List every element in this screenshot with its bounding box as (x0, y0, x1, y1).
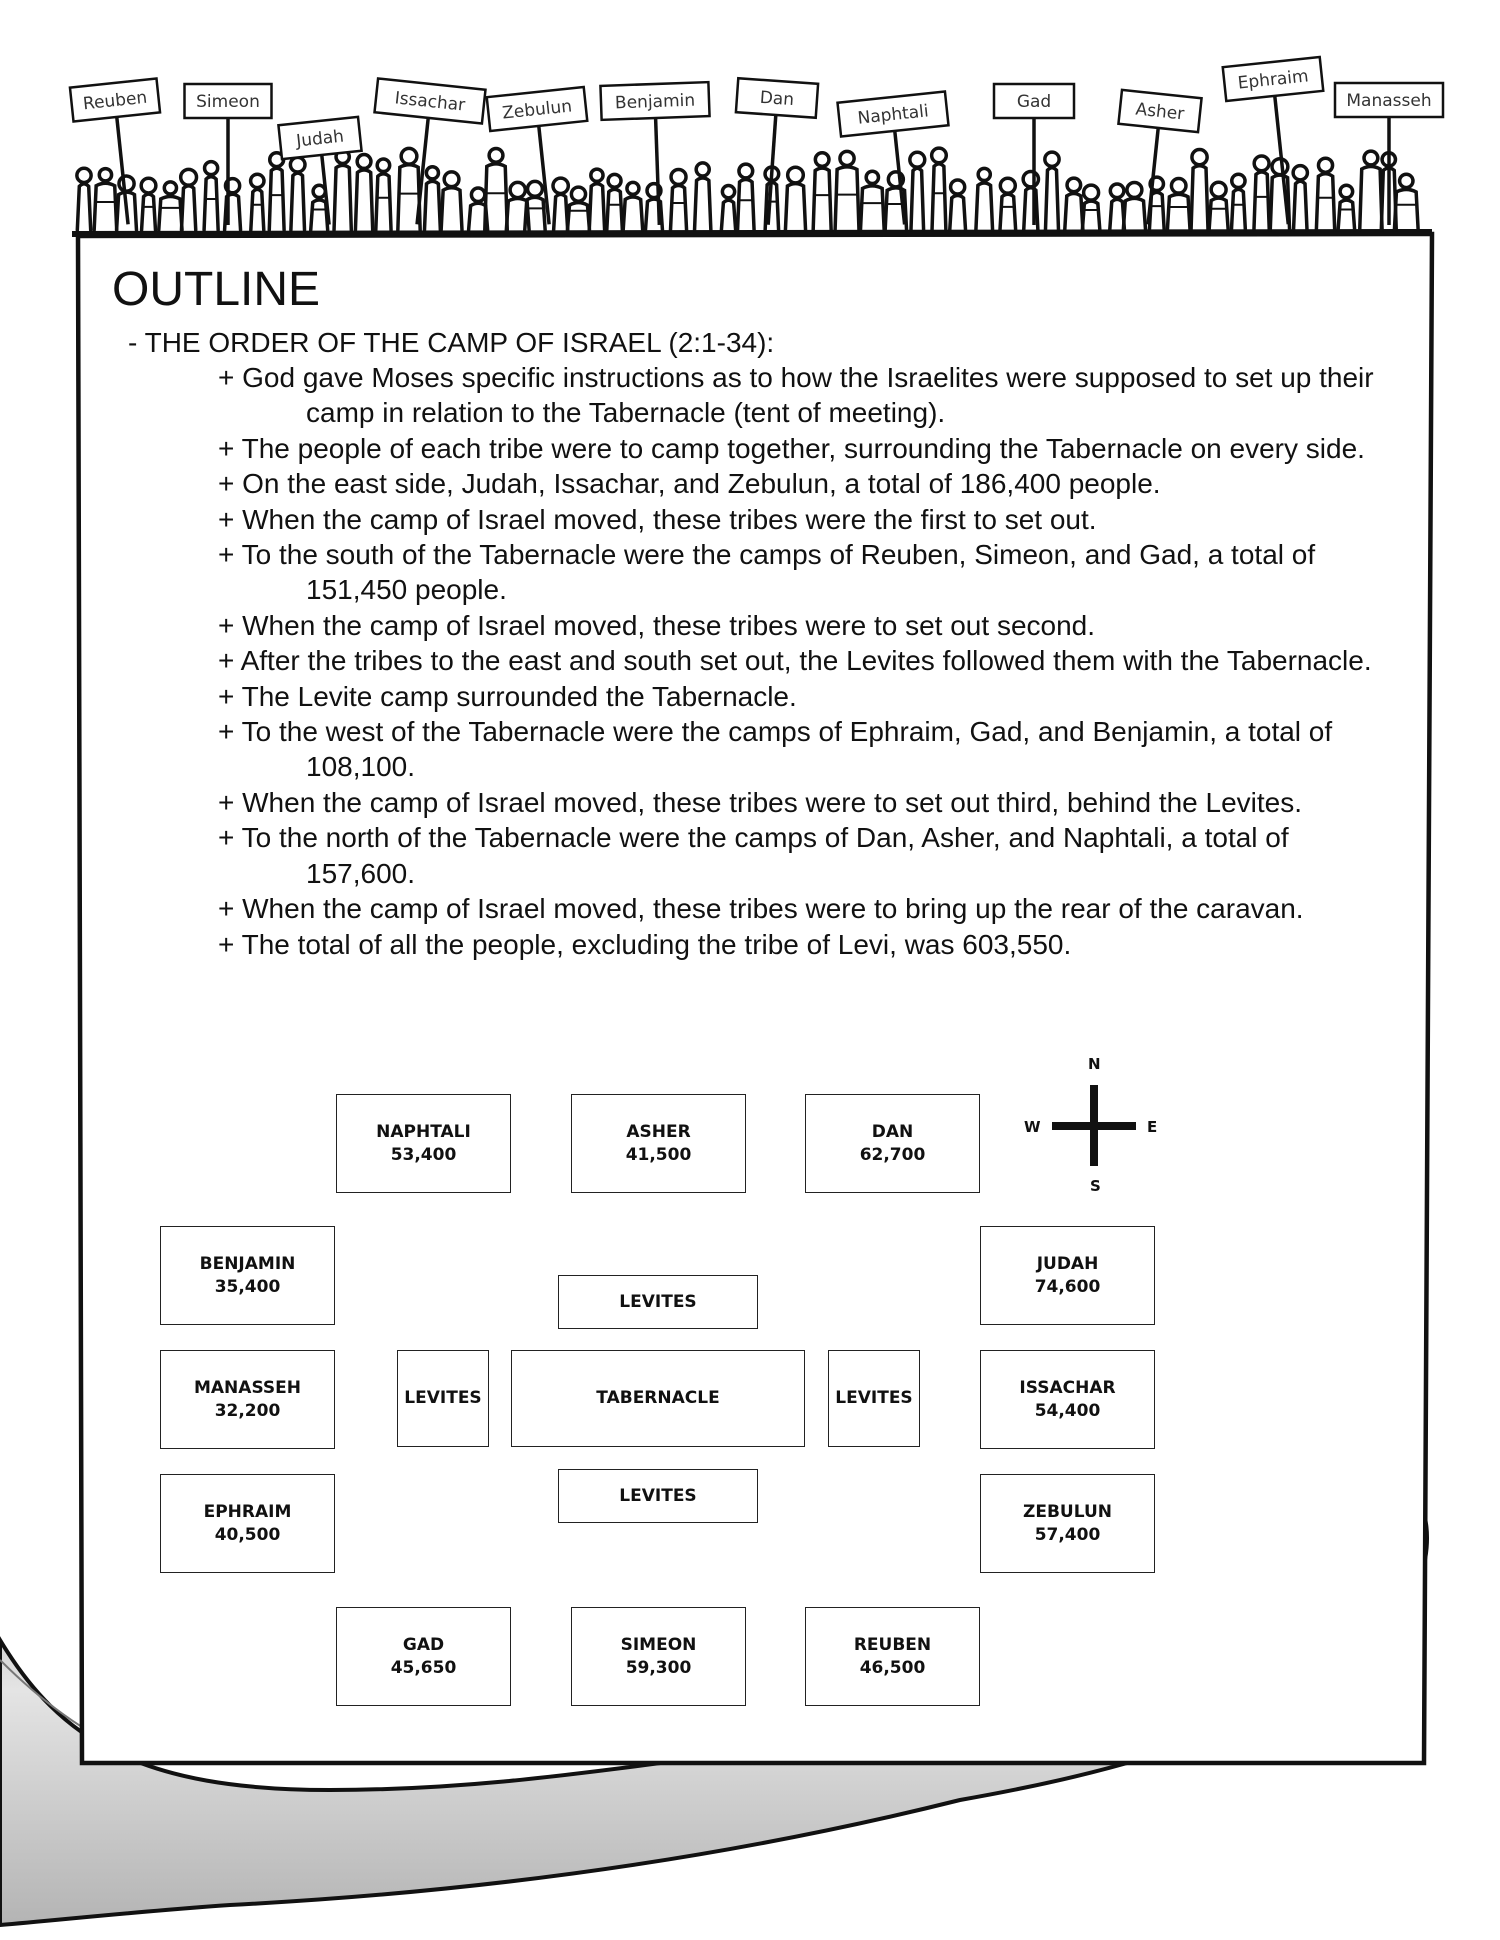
tribe-sign-label: Dan (759, 87, 795, 111)
camp-box-zebulun (980, 1474, 1155, 1573)
camp-box-name: EPHRAIM (203, 1501, 292, 1522)
tribe-sign-label: Reuben (82, 87, 149, 115)
camp-box-naphtali (336, 1094, 511, 1193)
camp-box-count: 35,400 (214, 1276, 281, 1297)
camp-box-name: TABERNACLE (596, 1388, 720, 1408)
person-figure (269, 153, 284, 230)
person-figure (1065, 178, 1083, 230)
outline-bullet: + To the west of the Tabernacle were the camps of Ephraim, Gad, and Benjamin, a total of 108,100. (218, 716, 1333, 783)
camp-box-name: JUDAH (1036, 1253, 1099, 1274)
tribe-sign-label: Gad (1016, 92, 1052, 112)
camp-box-reuben (805, 1607, 980, 1706)
person-figure (290, 157, 305, 230)
person-figure (1316, 158, 1334, 230)
person-figure (1394, 174, 1418, 230)
camp-box-name: MANASSEH (193, 1377, 302, 1398)
camp-box-count: 46,500 (859, 1657, 926, 1678)
person-figure (950, 180, 966, 230)
compass-west-label: W (1024, 1118, 1041, 1136)
person-figure (813, 153, 831, 230)
camp-box-name: DAN (871, 1121, 914, 1142)
person-figure (1191, 150, 1208, 230)
compass-south-label: S (1090, 1177, 1101, 1195)
outline-bullet: + To the south of the Tabernacle were the camps of Reuben, Simeon, and Gad, a total of 151,450 people. (218, 539, 1316, 606)
camp-box-count: 57,400 (1034, 1524, 1101, 1545)
page-title: OUTLINE (112, 263, 321, 316)
camp-box-count: 54,400 (1034, 1400, 1101, 1421)
tribe-sign-label: Zebulun (501, 96, 573, 124)
tribe-sign-label: Simeon (196, 92, 260, 112)
person-figure (932, 148, 947, 230)
camp-box-name: ASHER (626, 1121, 691, 1142)
tribe-sign (1223, 57, 1337, 229)
crowd-figures (77, 148, 1418, 230)
camp-box-issachar (980, 1350, 1155, 1449)
tribe-sign-label: Benjamin (614, 90, 696, 114)
person-figure (589, 169, 604, 230)
outline-bullets (218, 360, 1378, 962)
camp-box-levites (558, 1275, 758, 1329)
person-figure (721, 186, 735, 230)
person-figure (181, 169, 197, 230)
compass-north-label: N (1088, 1055, 1101, 1073)
camp-box-count: 62,700 (859, 1144, 926, 1165)
camp-box-name: LEVITES (619, 1485, 697, 1506)
tribe-sign (838, 91, 959, 230)
person-figure (1082, 185, 1099, 230)
person-figure (671, 169, 687, 230)
person-figure (553, 178, 568, 230)
person-figure (251, 174, 264, 230)
camp-box-tabernacle (511, 1350, 805, 1447)
person-figure (1209, 182, 1228, 230)
outline-bullet: + When the camp of Israel moved, these tribes were to bring up the rear of the caravan. (218, 893, 1304, 925)
person-figure (77, 168, 91, 230)
camp-box-name: LEVITES (619, 1291, 697, 1312)
camp-box-ephraim (160, 1474, 335, 1573)
camp-box-count: 41,500 (625, 1144, 692, 1165)
person-figure (204, 162, 218, 230)
person-figure (785, 167, 805, 230)
camp-box-count: 74,600 (1034, 1276, 1101, 1297)
person-figure (94, 169, 117, 230)
person-figure (1338, 185, 1355, 230)
person-figure (695, 163, 711, 230)
camp-box-name: LEVITES (835, 1388, 913, 1408)
person-figure (159, 182, 182, 230)
person-figure (1123, 182, 1145, 230)
person-figure (1045, 152, 1059, 230)
outline-bullet: + To the north of the Tabernacle were the camps of Dan, Asher, and Naphtali, a total of 157,600. (218, 822, 1289, 889)
compass-east-label: E (1147, 1118, 1158, 1136)
person-figure (1000, 178, 1016, 230)
camp-box-count: 32,200 (214, 1400, 281, 1421)
tribe-sign-label: Asher (1134, 99, 1186, 125)
tribe-sign (994, 84, 1074, 225)
camp-box-name: ZEBULUN (1023, 1501, 1112, 1522)
person-figure (623, 182, 642, 230)
tribe-sign-label: Naphtali (856, 101, 930, 129)
person-figure (355, 155, 372, 230)
camp-box-name: ISSACHAR (1019, 1377, 1116, 1398)
camp-box-name: GAD (402, 1634, 445, 1655)
camp-box-name: REUBEN (853, 1634, 932, 1655)
tribe-sign-label: Judah (295, 126, 345, 152)
person-figure (910, 152, 925, 230)
camp-box-benjamin (160, 1226, 335, 1325)
person-figure (1023, 172, 1038, 230)
camp-box-count: 53,400 (390, 1144, 457, 1165)
camp-box-levites (828, 1350, 920, 1447)
camp-box-dan (805, 1094, 980, 1193)
camp-box-levites (397, 1350, 489, 1447)
person-figure (1167, 179, 1190, 230)
person-figure (334, 150, 351, 230)
tribe-sign-label: Issachar (393, 88, 467, 116)
person-figure (835, 151, 859, 230)
person-figure (567, 187, 589, 230)
person-figure (424, 167, 440, 230)
camp-box-name: BENJAMIN (199, 1253, 296, 1274)
section-heading: - THE ORDER OF THE CAMP OF ISRAEL (2:1-34): (128, 327, 775, 358)
camp-box-count: 59,300 (625, 1657, 692, 1678)
person-figure (860, 171, 884, 230)
camp-box-judah (980, 1226, 1155, 1325)
person-figure (976, 168, 993, 230)
outline-bullet: + When the camp of Israel moved, these tribes were the first to set out. (218, 503, 1097, 535)
outline-bullet: + The total of all the people, excluding the tribe of Levi, was 603,550. (218, 928, 1072, 960)
outline-bullet: + When the camp of Israel moved, these tribes were to set out second. (218, 609, 1096, 641)
outline-bullet: + On the east side, Judah, Issachar, and Zebulun, a total of 186,400 people. (218, 468, 1161, 500)
camp-box-simeon (571, 1607, 746, 1706)
camp-box-name: SIMEON (620, 1634, 697, 1655)
person-figure (1231, 174, 1245, 230)
tribe-sign-label: Ephraim (1236, 66, 1310, 94)
person-figure (607, 174, 623, 230)
outline-bullet: + After the tribes to the east and south set out, the Levites followed them with the Tabernacle. (218, 645, 1372, 677)
outline-bullet: + The people of each tribe were to camp together, surrounding the Tabernacle on every side. (218, 432, 1365, 464)
camp-box-levites (558, 1469, 758, 1523)
camp-box-manasseh (160, 1350, 335, 1449)
person-figure (441, 172, 462, 230)
camp-box-count: 45,650 (390, 1657, 457, 1678)
camp-box-count: 40,500 (214, 1524, 281, 1545)
person-figure (738, 164, 755, 230)
outline-bullet: + God gave Moses specific instructions as to how the Israelites were supposed to set up their camp in relation to the Tabernacle (tent of meeting). (218, 362, 1374, 429)
person-figure (376, 159, 391, 230)
outline-bullet: + The Levite camp surrounded the Tabernacle. (218, 680, 797, 712)
person-figure (1360, 151, 1382, 230)
person-figure (1293, 166, 1307, 230)
person-figure (141, 178, 156, 230)
camp-box-gad (336, 1607, 511, 1706)
tribe-sign-label: Manasseh (1346, 91, 1432, 111)
tribe-sign (70, 79, 171, 229)
camp-box-asher (571, 1094, 746, 1193)
camp-box-name: NAPHTALI (376, 1121, 471, 1142)
outline-bullet: + When the camp of Israel moved, these tribes were to set out third, behind the Levites. (218, 786, 1303, 818)
camp-box-name: LEVITES (404, 1388, 482, 1408)
person-figure (1254, 156, 1269, 230)
